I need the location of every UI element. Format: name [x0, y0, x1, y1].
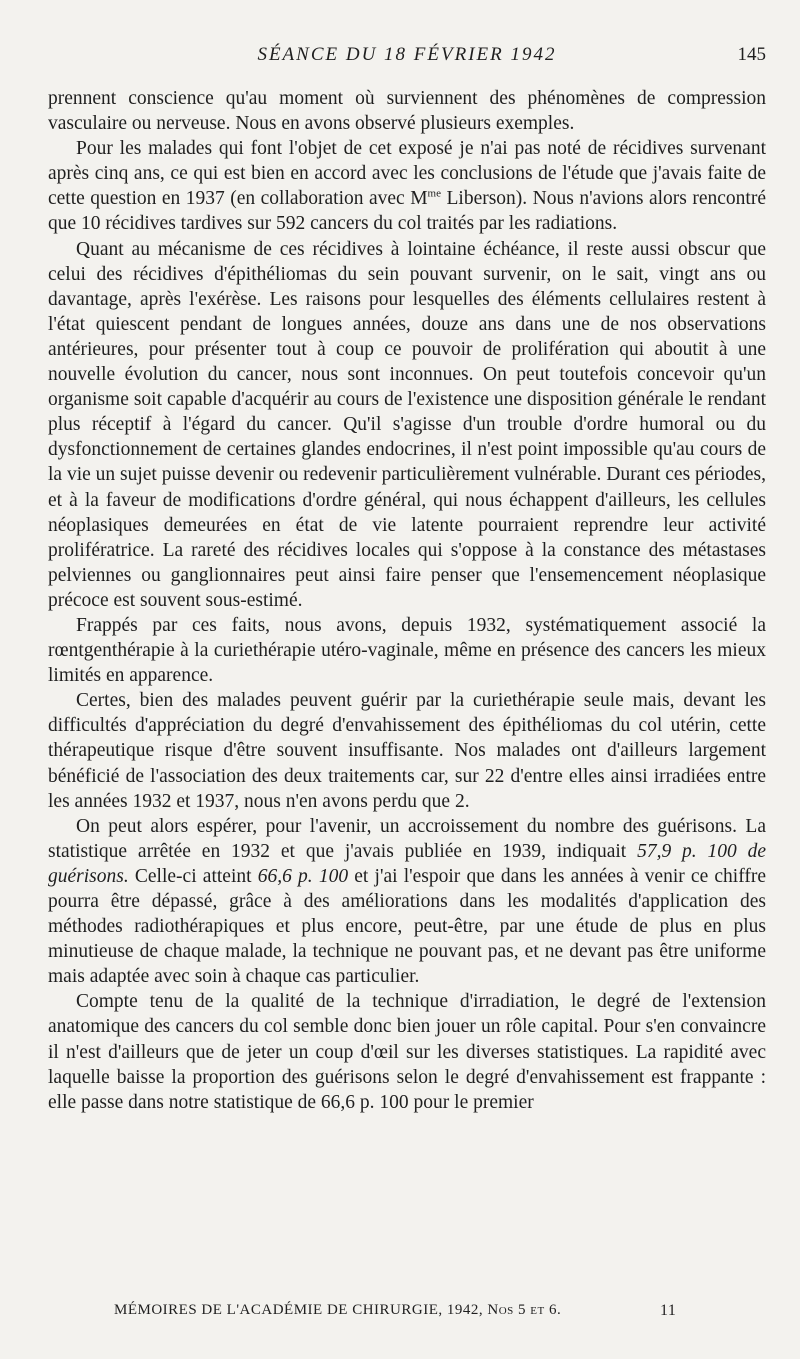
page-number: 145	[737, 44, 766, 65]
journal-reference: MÉMOIRES DE L'ACADÉMIE DE CHIRURGIE, 1942, Nos 5 et 6.	[114, 1302, 562, 1318]
paragraph-6-text-a: On peut alors espérer, pour l'avenir, un accroissement du nombre des guérisons. La statistique arrêtée en 1932 et que j'avais publiée en 1939, indiquait	[48, 815, 766, 862]
paragraph-7: Compte tenu de la qualité de la technique d'irradiation, le degré de l'extension anatomique des cancers du col semble donc bien jouer un rôle capital. Pour s'en convaincre il n'est d'ailleurs que de jeter un coup d'œil sur les diverses statistiques. La rapidité avec laquelle baisse la proportion des guérisons selon le degré d'envahissement est frappante : elle passe dans notre statistique de 66,6 p. 100 pour le premier	[48, 991, 766, 1113]
paragraph-5: Certes, bien des malades peuvent guérir par la curiethérapie seule mais, devant les difficultés d'appréciation du degré d'envahissement des épithéliomas du col utérin, cette thérapeutique risque d'être souvent insuffisante. Nos malades ont d'ailleurs largement bénéficié de l'association des deux traitements car, sur 22 d'entre elles ainsi irradiées entre les années 1932 et 1937, nous n'en avons perdu que 2.	[48, 690, 766, 812]
paragraph-3: Quant au mécanisme de ces récidives à lointaine échéance, il reste aussi obscur que celui des récidives d'épithéliomas du sein pouvant survenir, on le sait, vingt ans ou davantage, après l'exérèse. Les raisons pour lesquelles des éléments cellulaires restent à l'état quiescent pendant de longues années, douze ans dans une de nos observations antérieures, pour présenter tout à coup ce pouvoir de prolifération qui aboutit à une nouvelle évolution du cancer, nous sont inconnues. On peut toutefois concevoir qu'un organisme soit capable d'acquérir au cours de l'existence une disposition générale le rendant plus réceptif à l'égard du cancer. Qu'il s'agisse d'un trouble d'ordre humoral ou du dysfonctionnement de certaines glandes endocrines, il n'est point impossible qu'au cours de la vie un sujet puisse devenir ou redevenir particulièrement vulnérable. Durant ces périodes, et à la faveur de modifications d'ordre général, qui nous échappent d'ailleurs, les cellules néoplasiques demeurées en état de vie latente pourraient reprendre leur activité prolifératrice. La rareté des récidives locales qui s'oppose à la constance des métastases pelviennes ou ganglionnaires peut ainsi faire penser que l'ensemencement néoplasique précoce est souvent sous-estimé.	[48, 238, 766, 611]
paragraph-4: Frappés par ces faits, nous avons, depuis 1932, systématiquement associé la rœntgenthérapie à la curiethérapie utéro-vaginale, même en présence des cancers les mieux limités en apparence.	[48, 614, 766, 687]
paragraph-2-text-a: Pour les malades qui font l'objet de cet exposé je n'ai pas noté de récidives survenant après cinq ans, ce qui est bien en accord avec les conclusions de l'étude que j'avais faite de cette question en 1937 (en collaboration avec M	[48, 138, 766, 210]
paragraph-2-superscript: me	[427, 187, 441, 200]
paragraph-2-text-b: Liberson). Nous n'avions alors rencontré que 10 récidives tardives sur 592 cancers du col traités par les radiations.	[48, 188, 766, 235]
body-text	[48, 86, 766, 1115]
paragraph-6	[48, 814, 766, 990]
paragraph-6-emphasis-2: 66,6 p. 100	[257, 865, 349, 887]
paragraph-2	[48, 136, 766, 236]
running-title: SÉANCE DU 18 FÉVRIER 1942	[257, 44, 557, 65]
page-header	[48, 44, 766, 70]
signature-mark: 11	[660, 1302, 677, 1319]
paragraph-6-text-c: et j'ai l'espoir que dans les années à venir ce chiffre pourra être dépassé, grâce à des améliorations dans les modalités d'application des méthodes radiothérapiques et plus encore, peut-être, par une étude de plus en plus minutieuse de chaque malade, la technique ne pouvant pas, et ne devant pas être uniforme mais adaptée avec soin à chaque cas particulier.	[48, 865, 767, 988]
paragraph-6-text-b: Celle-ci atteint	[128, 865, 258, 887]
paragraph-6-emphasis-1: 57,9 p. 100 de guérisons.	[48, 840, 767, 887]
paragraph-1: prennent conscience qu'au moment où surviennent des phénomènes de compression vasculaire ou nerveuse. Nous en avons observé plusieurs exemples.	[48, 88, 766, 135]
page-footer	[48, 1302, 766, 1326]
